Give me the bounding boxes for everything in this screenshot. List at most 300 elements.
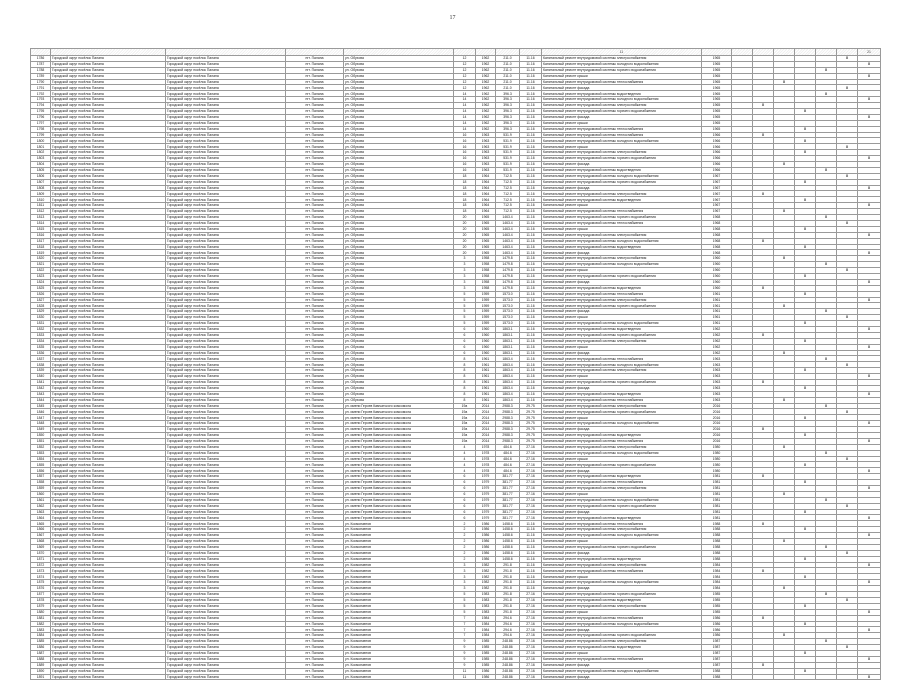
- table-cell: пгт. Палана: [286, 674, 344, 680]
- table-cell: ул. Обухова: [344, 315, 454, 321]
- table-cell: Городской округ посёлок Палана: [166, 73, 286, 79]
- table-cell: 1965: [476, 232, 496, 238]
- table-cell: X: [753, 568, 774, 574]
- table-cell: 1790: [31, 79, 51, 85]
- table-cell: 291.8: [496, 592, 520, 598]
- table-cell: пгт. Палана: [286, 126, 344, 132]
- table-cell: 4: [454, 462, 476, 468]
- table-cell: 11.16: [520, 73, 542, 79]
- table-cell: ул. Обухова: [344, 291, 454, 297]
- table-cell: 6: [454, 344, 476, 350]
- table-cell: Городской округ посёлок Палана: [51, 97, 166, 103]
- table-cell: Городской округ посёлок Палана: [51, 539, 166, 545]
- table-cell: Городской округ посёлок Палана: [166, 409, 286, 415]
- table-cell: X: [816, 309, 837, 315]
- table-cell: Городской округ посёлок Палана: [166, 114, 286, 120]
- table-cell: 1863: [31, 509, 51, 515]
- table-cell: X: [774, 633, 795, 639]
- table-cell: Капитальный ремонт внутридомовой системы электроснабжения: [542, 256, 702, 262]
- table-cell: X: [858, 232, 881, 238]
- table-cell: 1963: [476, 138, 496, 144]
- table-cell: 2: [454, 556, 476, 562]
- table-cell: 248.86: [496, 650, 520, 656]
- table-cell: Городской округ посёлок Палана: [166, 480, 286, 486]
- table-cell: 27.16: [520, 645, 542, 651]
- table-cell: 294.6: [496, 633, 520, 639]
- table-cell: Городской округ посёлок Палана: [51, 509, 166, 515]
- table-cell: Городской округ посёлок Палана: [51, 603, 166, 609]
- table-cell: 5: [454, 609, 476, 615]
- table-cell: X: [858, 203, 881, 209]
- column-header: [51, 49, 166, 56]
- table-cell: Капитальный ремонт внутридомовой системы холодного водоснабжения: [542, 97, 702, 103]
- table-cell: 1865: [31, 521, 51, 527]
- table-cell: 1814: [31, 220, 51, 226]
- table-cell: 1479.8: [496, 256, 520, 262]
- table-cell: 1851: [31, 438, 51, 444]
- table-cell: ул. Обухова: [344, 144, 454, 150]
- table-cell: Капитальный ремонт внутридомовой системы электроснабжения: [542, 603, 702, 609]
- table-cell: 1987: [702, 650, 732, 656]
- table-cell: 1963: [702, 379, 732, 385]
- table-cell: 11.16: [520, 279, 542, 285]
- table-cell: 1979: [476, 515, 496, 521]
- table-cell: [795, 674, 816, 680]
- table-cell: 1573.0: [496, 321, 520, 327]
- table-cell: пгт. Палана: [286, 450, 344, 456]
- table-cell: ул. имени Героев Камчатского комсомола: [344, 486, 454, 492]
- table-cell: 1966: [702, 162, 732, 168]
- table-cell: 1961: [476, 362, 496, 368]
- table-cell: пгт. Палана: [286, 656, 344, 662]
- table-cell: Капитальный ремонт фасада: [542, 85, 702, 91]
- table-cell: X: [858, 562, 881, 568]
- table-cell: Городской округ посёлок Палана: [166, 368, 286, 374]
- table-cell: 11.16: [520, 203, 542, 209]
- table-cell: Городской округ посёлок Палана: [166, 309, 286, 315]
- table-cell: пгт. Палана: [286, 156, 344, 162]
- table-cell: X: [858, 297, 881, 303]
- table-cell: 1458.6: [496, 539, 520, 545]
- table-cell: Городской округ посёлок Палана: [166, 580, 286, 586]
- table-cell: 1891: [31, 674, 51, 680]
- table-cell: 11.16: [520, 179, 542, 185]
- table-header-row: [31, 49, 881, 56]
- table-cell: 1960: [476, 350, 496, 356]
- table-cell: Городской округ посёлок Палана: [51, 332, 166, 338]
- table-cell: 16: [454, 167, 476, 173]
- table-cell: 20: [454, 238, 476, 244]
- table-cell: Городской округ посёлок Палана: [166, 568, 286, 574]
- table-cell: 11.16: [520, 191, 542, 197]
- document-table: [30, 48, 881, 680]
- table-cell: Городской округ посёлок Палана: [51, 515, 166, 521]
- table-cell: Городской округ посёлок Палана: [166, 456, 286, 462]
- table-cell: 294.6: [496, 627, 520, 633]
- table-cell: 1981: [702, 503, 732, 509]
- table-cell: пгт. Палана: [286, 162, 344, 168]
- table-cell: 1463.4: [496, 250, 520, 256]
- table-cell: Городской округ посёлок Палана: [51, 586, 166, 592]
- table-cell: 1573.0: [496, 303, 520, 309]
- table-cell: X: [816, 67, 837, 73]
- table-cell: ул. Космонавтов: [344, 668, 454, 674]
- table-cell: 1986: [702, 633, 732, 639]
- table-cell: Городской округ посёлок Палана: [51, 162, 166, 168]
- table-cell: Городской округ посёлок Палана: [51, 326, 166, 332]
- table-cell: 19а: [454, 433, 476, 439]
- table-cell: ул. Обухова: [344, 273, 454, 279]
- table-cell: пгт. Палана: [286, 114, 344, 120]
- table-cell: 2014: [476, 433, 496, 439]
- table-cell: X: [858, 61, 881, 67]
- table-cell: 1962: [476, 73, 496, 79]
- table-cell: Городской округ посёлок Палана: [166, 609, 286, 615]
- table-cell: 11.16: [520, 586, 542, 592]
- table-cell: 1845: [31, 403, 51, 409]
- table-cell: 1966: [702, 132, 732, 138]
- table-cell: Городской округ посёлок Палана: [166, 144, 286, 150]
- table-cell: Городской округ посёлок Палана: [166, 279, 286, 285]
- table-cell: 1960: [476, 338, 496, 344]
- table-cell: ул. Космонавтов: [344, 521, 454, 527]
- table-cell: 5: [454, 597, 476, 603]
- table-cell: 1802: [31, 150, 51, 156]
- table-cell: Капитальный ремонт внутридомовой системы водоотведения: [542, 167, 702, 173]
- table-cell: 16: [454, 150, 476, 156]
- table-cell: пгт. Палана: [286, 138, 344, 144]
- table-cell: ул. Обухова: [344, 332, 454, 338]
- table-cell: 1463.4: [496, 244, 520, 250]
- table-cell: 11.16: [520, 103, 542, 109]
- table-cell: 1980: [702, 468, 732, 474]
- table-cell: Городской округ посёлок Палана: [166, 297, 286, 303]
- table-cell: 1789: [31, 73, 51, 79]
- table-cell: Городской округ посёлок Палана: [166, 592, 286, 598]
- column-header: 21: [858, 49, 881, 56]
- table-cell: 1958: [476, 268, 496, 274]
- table-cell: Капитальный ремонт внутридомовой системы горячего водоснабжения: [542, 503, 702, 509]
- table-cell: пгт. Палана: [286, 150, 344, 156]
- table-cell: 531.9: [496, 144, 520, 150]
- table-cell: 1964: [476, 191, 496, 197]
- table-cell: Городской округ посёлок Палана: [51, 138, 166, 144]
- table-cell: 11.16: [520, 97, 542, 103]
- column-header: [702, 49, 732, 56]
- table-cell: 1463.4: [496, 232, 520, 238]
- table-cell: 211.0: [496, 61, 520, 67]
- table-cell: 1806: [31, 173, 51, 179]
- table-cell: 1965: [702, 73, 732, 79]
- table-cell: X: [753, 191, 774, 197]
- table-cell: 5: [454, 303, 476, 309]
- table-cell: 1979: [476, 491, 496, 497]
- table-cell: X: [795, 509, 816, 515]
- table-cell: 1962: [476, 103, 496, 109]
- table-cell: Городской округ посёлок Палана: [51, 303, 166, 309]
- table-cell: ул. Космонавтов: [344, 639, 454, 645]
- table-cell: ул. Обухова: [344, 226, 454, 232]
- table-cell: Городской округ посёлок Палана: [51, 403, 166, 409]
- table-cell: ул. Обухова: [344, 67, 454, 73]
- table-cell: Городской округ посёлок Палана: [51, 450, 166, 456]
- table-cell: пгт. Палана: [286, 262, 344, 268]
- table-cell: ул. Обухова: [344, 385, 454, 391]
- table-cell: Капитальный ремонт внутридомовой системы холодного водоснабжения: [542, 580, 702, 586]
- table-cell: ул. имени Героев Камчатского комсомола: [344, 480, 454, 486]
- table-cell: 4: [454, 444, 476, 450]
- table-cell: 11.16: [520, 291, 542, 297]
- table-cell: 1463.4: [496, 220, 520, 226]
- table-cell: 11.16: [520, 309, 542, 315]
- table-cell: ул. Обухова: [344, 256, 454, 262]
- table-cell: ул. Обухова: [344, 79, 454, 85]
- table-cell: 1841: [31, 379, 51, 385]
- table-cell: 1980: [702, 444, 732, 450]
- table-cell: Городской округ посёлок Палана: [51, 91, 166, 97]
- table-cell: ул. Обухова: [344, 173, 454, 179]
- table-cell: ул. Обухова: [344, 262, 454, 268]
- table-cell: Городской округ посёлок Палана: [51, 250, 166, 256]
- table-cell: X: [795, 480, 816, 486]
- table-cell: 1985: [476, 656, 496, 662]
- table-cell: 1458.6: [496, 533, 520, 539]
- table-cell: ул. Обухова: [344, 391, 454, 397]
- table-cell: Городской округ посёлок Палана: [51, 639, 166, 645]
- table-cell: 27.16: [520, 486, 542, 492]
- table-cell: 1854: [31, 456, 51, 462]
- table-cell: пгт. Палана: [286, 73, 344, 79]
- table-cell: Капитальный ремонт фасада: [542, 427, 702, 433]
- table-cell: 11: [454, 674, 476, 680]
- table-cell: 27.16: [520, 668, 542, 674]
- table-cell: Городской округ посёлок Палана: [51, 156, 166, 162]
- table-cell: Капитальный ремонт крыши: [542, 268, 702, 274]
- table-cell: Городской округ посёлок Палана: [166, 203, 286, 209]
- table-cell: 1961: [476, 379, 496, 385]
- table-cell: 1986: [476, 544, 496, 550]
- table-cell: 1866: [31, 527, 51, 533]
- table-cell: 1858: [31, 480, 51, 486]
- table-cell: X: [858, 97, 881, 103]
- table-cell: 531.9: [496, 156, 520, 162]
- table-cell: пгт. Палана: [286, 350, 344, 356]
- table-cell: ул. Обухова: [344, 132, 454, 138]
- table-cell: ул. Обухова: [344, 338, 454, 344]
- table-cell: 11.16: [520, 297, 542, 303]
- table-cell: пгт. Палана: [286, 409, 344, 415]
- table-cell: ул. Космонавтов: [344, 656, 454, 662]
- table-cell: Капитальный ремонт внутридомовой системы теплоснабжения: [542, 397, 702, 403]
- table-cell: Городской округ посёлок Палана: [166, 497, 286, 503]
- table-cell: X: [795, 338, 816, 344]
- table-cell: 1982: [476, 586, 496, 592]
- table-cell: X: [795, 291, 816, 297]
- table-cell: Городской округ посёлок Палана: [166, 438, 286, 444]
- table-cell: Городской округ посёлок Палана: [166, 662, 286, 668]
- table-cell: Городской округ посёлок Палана: [51, 650, 166, 656]
- table-cell: 3: [454, 273, 476, 279]
- table-cell: 27.16: [520, 468, 542, 474]
- table-cell: 248.86: [496, 674, 520, 680]
- table-cell: ул. Обухова: [344, 179, 454, 185]
- table-cell: ул. имени Героев Камчатского комсомола: [344, 421, 454, 427]
- table-cell: 1963: [476, 132, 496, 138]
- table-cell: Городской округ посёлок Палана: [166, 67, 286, 73]
- table-cell: Городской округ посёлок Палана: [51, 497, 166, 503]
- table-cell: 1988: [702, 550, 732, 556]
- table-cell: ул. Обухова: [344, 356, 454, 362]
- table-cell: пгт. Палана: [286, 309, 344, 315]
- table-cell: Капитальный ремонт крыши: [542, 539, 702, 545]
- table-cell: 1965: [702, 114, 732, 120]
- table-cell: 11.16: [520, 521, 542, 527]
- document-table-container: [30, 48, 880, 680]
- table-cell: 1849: [31, 427, 51, 433]
- table-cell: пгт. Палана: [286, 468, 344, 474]
- table-cell: Городской округ посёлок Палана: [51, 615, 166, 621]
- table-cell: X: [816, 262, 837, 268]
- table-cell: пгт. Палана: [286, 486, 344, 492]
- table-cell: Капитальный ремонт крыши: [542, 344, 702, 350]
- table-cell: пгт. Палана: [286, 379, 344, 385]
- table-cell: 2988.3: [496, 438, 520, 444]
- table-cell: Городской округ посёлок Палана: [166, 668, 286, 674]
- table-cell: 27.16: [520, 609, 542, 615]
- table-cell: Городской округ посёлок Палана: [166, 338, 286, 344]
- table-cell: 1963: [476, 156, 496, 162]
- table-cell: 29.75: [520, 403, 542, 409]
- table-cell: 18: [454, 191, 476, 197]
- table-cell: Городской округ посёлок Палана: [166, 574, 286, 580]
- table-cell: Городской округ посёлок Палана: [166, 621, 286, 627]
- table-cell: 11.16: [520, 338, 542, 344]
- table-cell: Городской округ посёлок Палана: [51, 321, 166, 327]
- table-cell: ул. имени Героев Камчатского комсомола: [344, 497, 454, 503]
- table-cell: 531.9: [496, 150, 520, 156]
- table-cell: X: [858, 391, 881, 397]
- table-cell: 1963: [702, 374, 732, 380]
- table-cell: 1882: [31, 621, 51, 627]
- table-cell: Городской округ посёлок Палана: [166, 150, 286, 156]
- table-cell: ул. Обухова: [344, 138, 454, 144]
- table-cell: 291.8: [496, 609, 520, 615]
- table-cell: Городской округ посёлок Палана: [166, 421, 286, 427]
- table-cell: 1981: [702, 486, 732, 492]
- table-cell: X: [837, 503, 858, 509]
- table-cell: 7: [454, 633, 476, 639]
- table-cell: X: [753, 474, 774, 480]
- table-cell: 5: [454, 309, 476, 315]
- table-cell: Городской округ посёлок Палана: [51, 385, 166, 391]
- table-cell: пгт. Палана: [286, 415, 344, 421]
- table-cell: 1983: [476, 592, 496, 598]
- table-cell: Городской округ посёлок Палана: [166, 521, 286, 527]
- table-cell: Капитальный ремонт внутридомовой системы холодного водоснабжения: [542, 450, 702, 456]
- table-cell: ул. Космонавтов: [344, 527, 454, 533]
- table-cell: Городской округ посёлок Палана: [166, 103, 286, 109]
- table-cell: Капитальный ремонт внутридомовой системы холодного водоснабжения: [542, 173, 702, 179]
- table-cell: 7: [454, 615, 476, 621]
- table-cell: 1982: [476, 562, 496, 568]
- table-cell: Городской округ посёлок Палана: [166, 491, 286, 497]
- table-cell: 211.0: [496, 56, 520, 62]
- table-cell: X: [858, 486, 881, 492]
- table-cell: X: [837, 456, 858, 462]
- table-cell: 2: [454, 539, 476, 545]
- table-cell: 1961: [702, 291, 732, 297]
- table-cell: 1978: [476, 444, 496, 450]
- table-cell: X: [753, 332, 774, 338]
- table-cell: 1965: [702, 56, 732, 62]
- table-cell: 11.16: [520, 132, 542, 138]
- table-cell: 1887: [31, 650, 51, 656]
- column-header: [286, 49, 344, 56]
- table-cell: пгт. Палана: [286, 185, 344, 191]
- table-cell: 6: [454, 509, 476, 515]
- table-cell: 29.75: [520, 421, 542, 427]
- table-cell: 1832: [31, 326, 51, 332]
- table-cell: 248.86: [496, 645, 520, 651]
- table-cell: Капитальный ремонт внутридомовой системы горячего водоснабжения: [542, 67, 702, 73]
- table-cell: 1816: [31, 232, 51, 238]
- table-cell: 1815: [31, 226, 51, 232]
- table-cell: пгт. Палана: [286, 580, 344, 586]
- table-cell: 1988: [702, 539, 732, 545]
- table-cell: 11.16: [520, 326, 542, 332]
- table-cell: 1458.6: [496, 521, 520, 527]
- table-cell: X: [774, 444, 795, 450]
- table-cell: 27.16: [520, 656, 542, 662]
- table-cell: 1965: [702, 67, 732, 73]
- table-cell: 14: [454, 114, 476, 120]
- table-cell: Капитальный ремонт внутридомовой системы теплоснабжения: [542, 615, 702, 621]
- table-cell: X: [858, 185, 881, 191]
- table-cell: 1986: [476, 533, 496, 539]
- table-cell: 396.3: [496, 120, 520, 126]
- table-cell: 1962: [476, 120, 496, 126]
- table-cell: 1852: [31, 444, 51, 450]
- table-cell: Городской округ посёлок Палана: [51, 238, 166, 244]
- table-cell: 1964: [476, 173, 496, 179]
- table-cell: X: [795, 574, 816, 580]
- table-cell: 1979: [476, 503, 496, 509]
- table-cell: X: [837, 362, 858, 368]
- table-cell: 2988.3: [496, 433, 520, 439]
- table-cell: Городской округ посёлок Палана: [166, 285, 286, 291]
- table-cell: 1884: [31, 633, 51, 639]
- table-cell: 1813: [31, 215, 51, 221]
- table-cell: 1966: [702, 167, 732, 173]
- table-cell: X: [858, 114, 881, 120]
- table-cell: Капитальный ремонт крыши: [542, 120, 702, 126]
- table-cell: X: [774, 162, 795, 168]
- table-cell: 1982: [476, 574, 496, 580]
- table-cell: пгт. Палана: [286, 433, 344, 439]
- table-cell: пгт. Палана: [286, 61, 344, 67]
- table-cell: пгт. Палана: [286, 509, 344, 515]
- table-cell: Капитальный ремонт внутридомовой системы водоотведения: [542, 474, 702, 480]
- table-cell: Капитальный ремонт фасада: [542, 250, 702, 256]
- table-cell: ул. Обухова: [344, 397, 454, 403]
- table-cell: 1963: [702, 356, 732, 362]
- table-cell: Капитальный ремонт внутридомовой системы электроснабжения: [542, 232, 702, 238]
- table-cell: ул. имени Героев Камчатского комсомола: [344, 403, 454, 409]
- table-cell: 11.16: [520, 544, 542, 550]
- table-cell: 27.16: [520, 615, 542, 621]
- table-cell: 1959: [476, 303, 496, 309]
- table-cell: Городской округ посёлок Палана: [166, 550, 286, 556]
